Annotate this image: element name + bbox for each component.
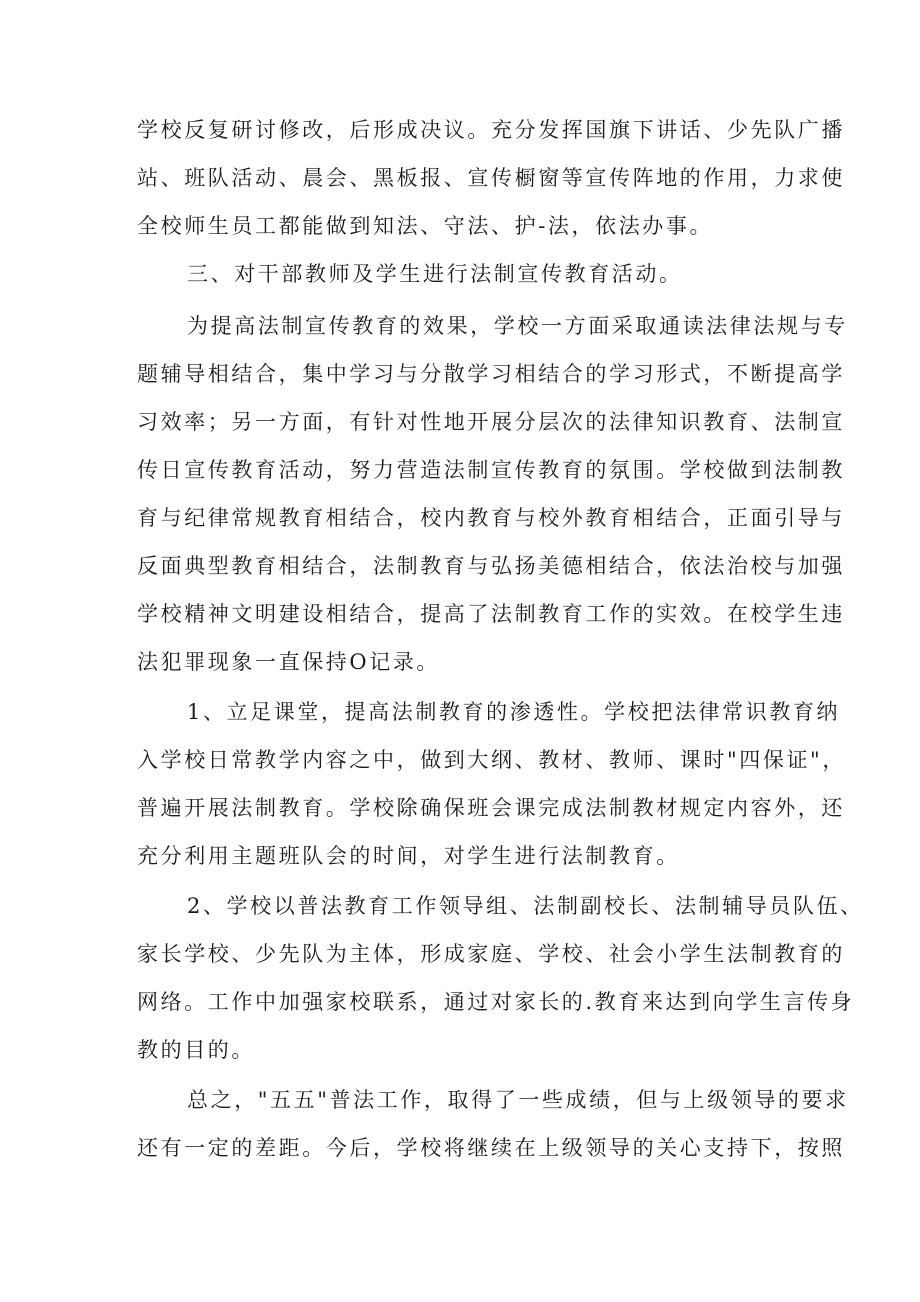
text-line: 传日宣传教育活动，努力营造法制宣传教育的氛围。学校做到法制教 bbox=[137, 458, 845, 482]
text-line: 2、学校以普法教育工作领导组、法制副校长、法制辅导员队伍、 bbox=[187, 894, 864, 918]
text-line: 学校精神文明建设相结合，提高了法制教育工作的实效。在校学生违 bbox=[137, 602, 845, 626]
text-line: 习效率；另一方面，有针对性地开展分层次的法律知识教育、法制宣 bbox=[137, 410, 845, 434]
text-line: 为提高法制宣传教育的效果，学校一方面采取通读法律法规与专 bbox=[187, 314, 848, 338]
text-line: 法犯罪现象一直保持O记录。 bbox=[137, 650, 441, 674]
text-line: 还有一定的差距。今后，学校将继续在上级领导的关心支持下，按照 bbox=[137, 1136, 845, 1160]
text-line: 学校反复研讨修改，后形成决议。充分发挥国旗下讲话、少先队广播 bbox=[137, 118, 845, 142]
text-line: 育与纪律常规教育相结合，校内教育与校外教育相结合，正面引导与 bbox=[137, 506, 845, 530]
text-line: 家长学校、少先队为主体，形成家庭、学校、社会小学生法制教育的 bbox=[137, 942, 845, 966]
text-line: 反面典型教育相结合，法制教育与弘扬美德相结合，依法治校与加强 bbox=[137, 554, 845, 578]
section-heading: 三、对干部教师及学生进行法制宣传教育活动。 bbox=[187, 262, 683, 286]
text-line: 总之，"五五"普法工作，取得了一些成绩，但与上级领导的要求 bbox=[187, 1088, 849, 1112]
text-line: 教的目的。 bbox=[137, 1038, 255, 1062]
text-line: 站、班队活动、晨会、黑板报、宣传橱窗等宣传阵地的作用，力求使 bbox=[137, 166, 845, 190]
text-line: 题辅导相结合，集中学习与分散学习相结合的学习形式，不断提高学 bbox=[137, 362, 845, 386]
text-line: 入学校日常教学内容之中，做到大纲、教材、教师、课时"四保证"， bbox=[137, 748, 846, 772]
text-line: 网络。工作中加强家校联系，通过对家长的.教育来达到向学生言传身 bbox=[137, 990, 855, 1014]
text-line: 普遍开展法制教育。学校除确保班会课完成法制教材规定内容外，还 bbox=[137, 796, 845, 820]
text-line: 全校师生员工都能做到知法、守法、护-法，依法办事。 bbox=[137, 214, 714, 238]
text-line: 1、立足课堂，提高法制教育的渗透性。学校把法律常识教育纳 bbox=[187, 700, 841, 724]
text-line: 充分利用主题班队会的时间，对学生进行法制教育。 bbox=[137, 844, 680, 868]
